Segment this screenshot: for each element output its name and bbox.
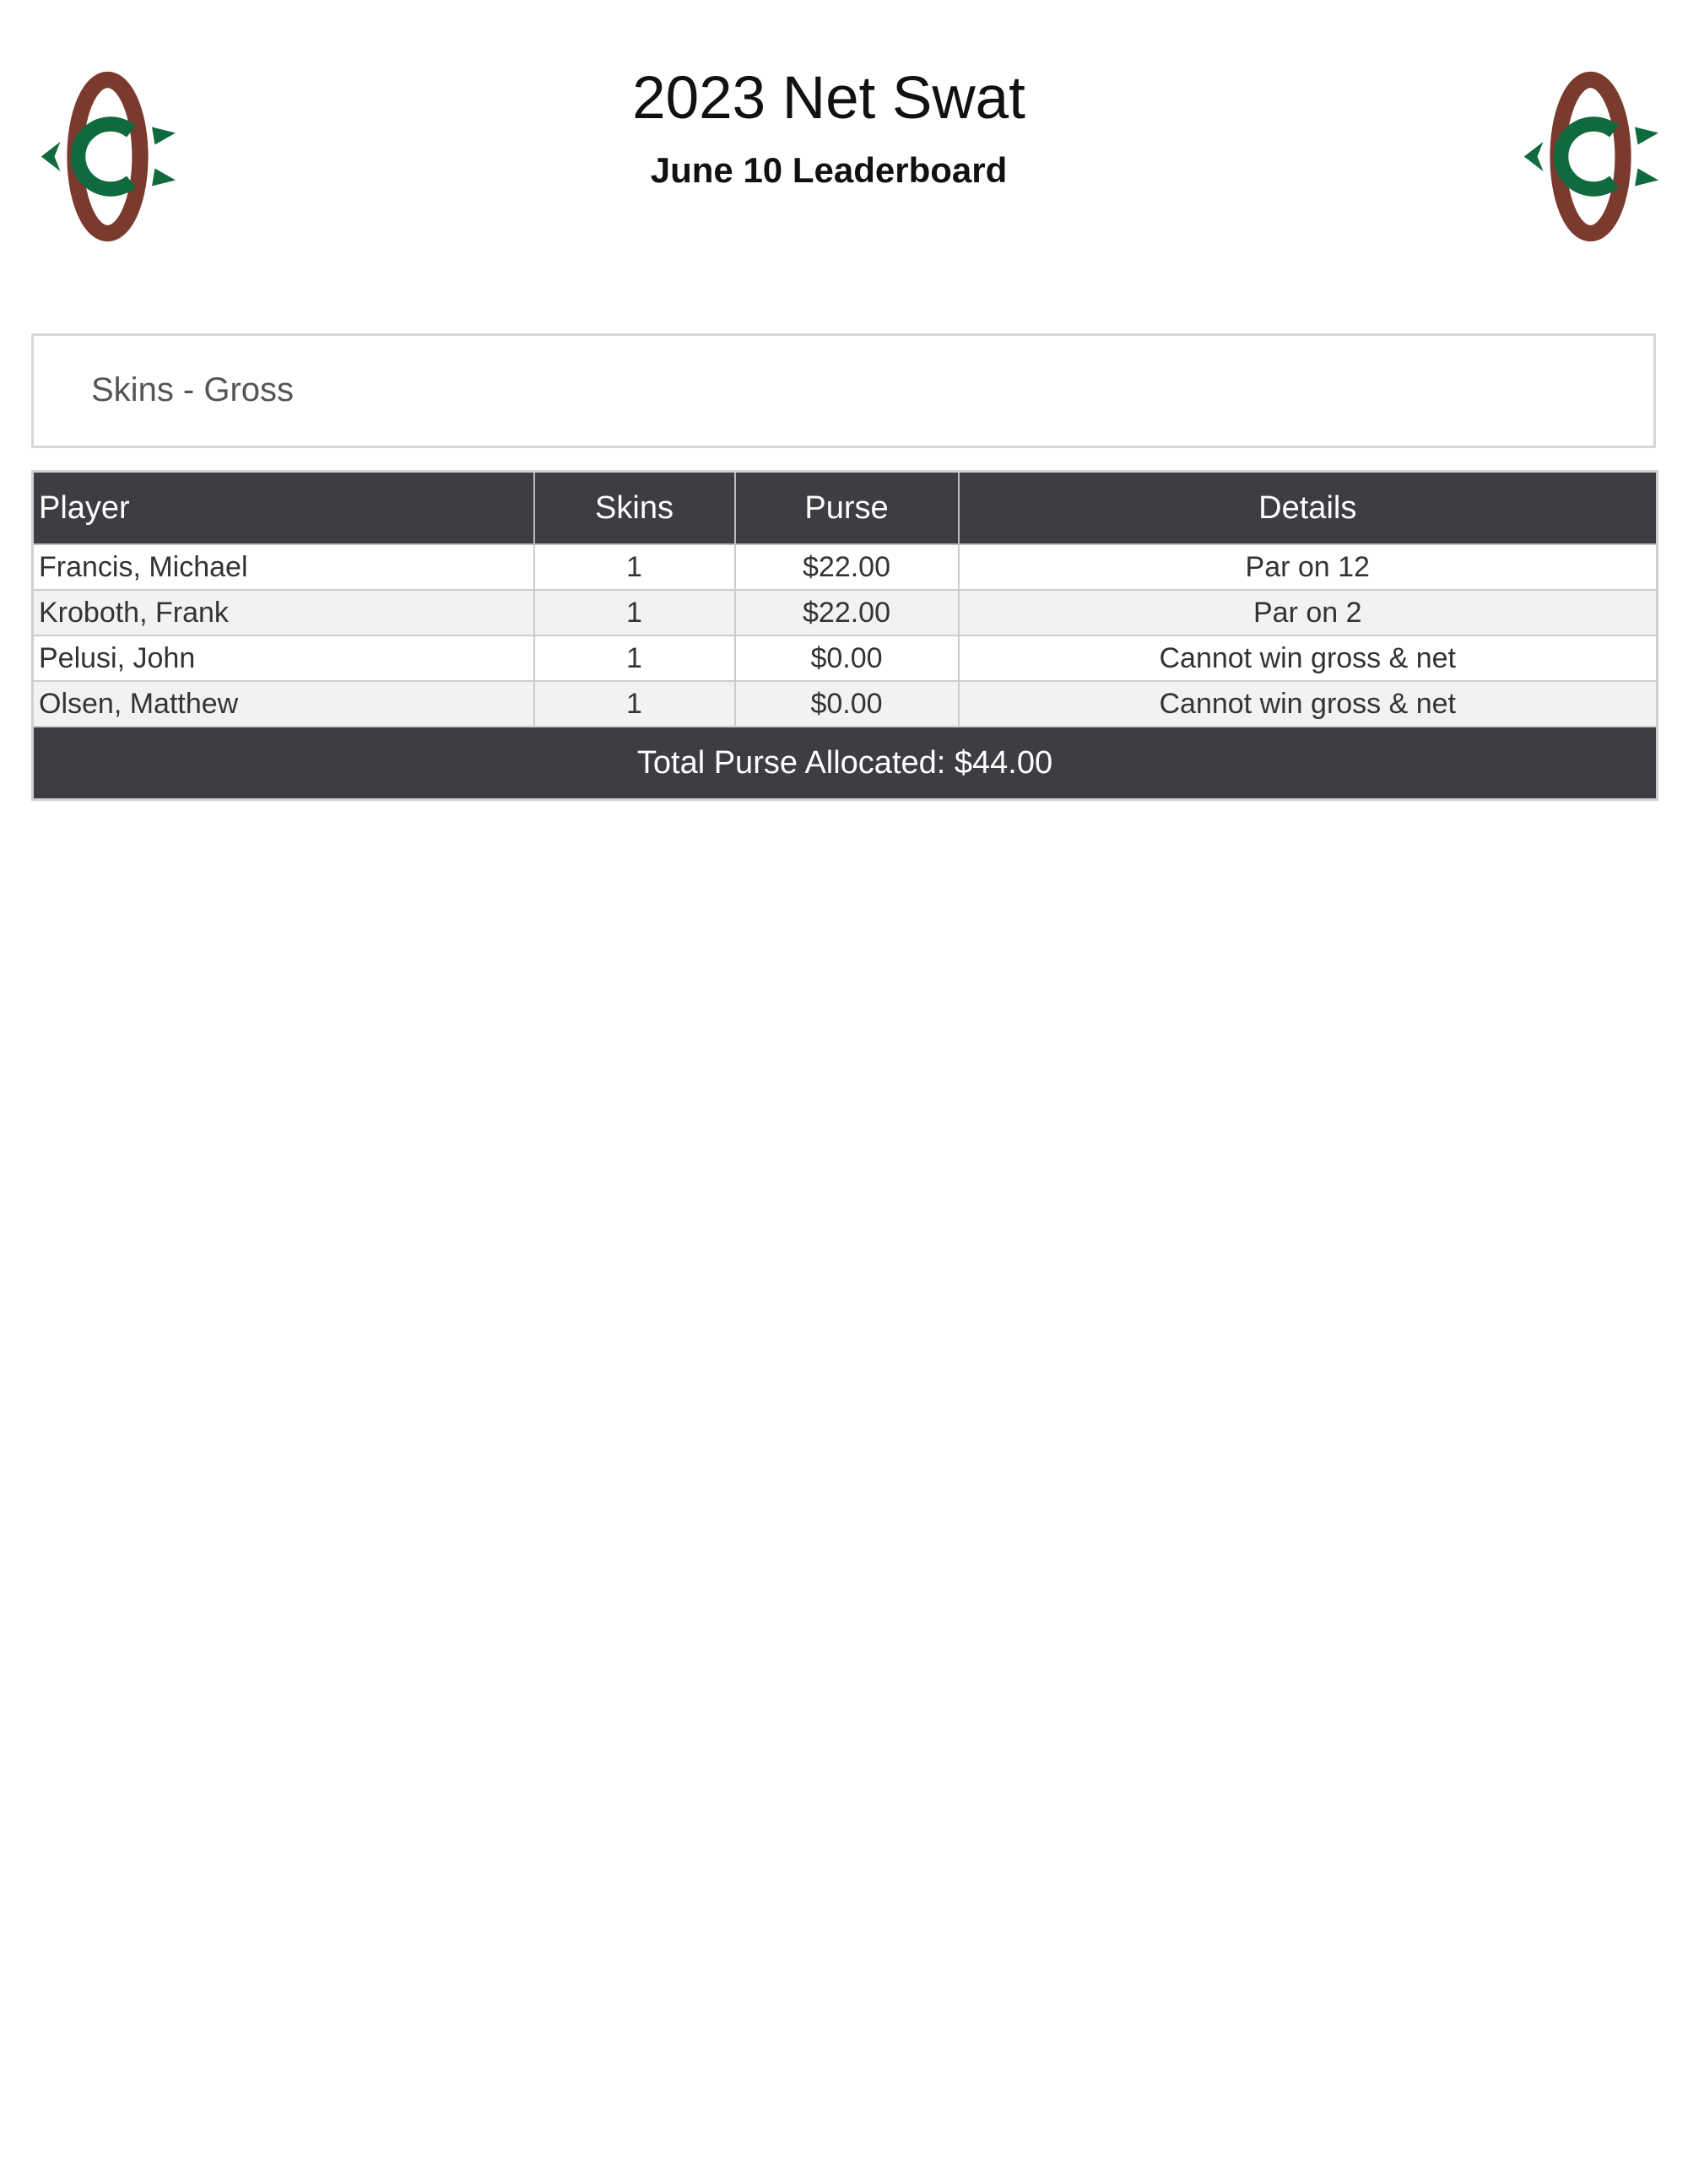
purse-amount: $0.00 (735, 635, 959, 681)
skins-count: 1 (534, 590, 735, 635)
table-row (33, 544, 1658, 590)
column-header-skins[interactable]: Skins (534, 472, 735, 545)
skin-details: Par on 2 (959, 590, 1658, 635)
total-purse-allocated: Total Purse Allocated: $44.00 (33, 727, 1658, 800)
column-header-player[interactable]: Player (33, 472, 534, 545)
purse-amount: $22.00 (735, 590, 959, 635)
section-title: Skins - Gross (91, 371, 295, 408)
page-subtitle: June 10 Leaderboard (650, 150, 1008, 190)
table-footer-row (33, 727, 1658, 800)
skins-count: 1 (534, 635, 735, 681)
section-header (31, 333, 1656, 448)
player-name[interactable]: Pelusi, John (33, 635, 534, 681)
skin-details: Cannot win gross & net (959, 635, 1658, 681)
table-row (33, 590, 1658, 635)
table-row (33, 635, 1658, 681)
skin-details: Cannot win gross & net (959, 681, 1658, 727)
player-name[interactable]: Francis, Michael (33, 544, 534, 590)
skins-table (31, 470, 1658, 801)
table-header-row (33, 472, 1658, 545)
purse-amount: $0.00 (735, 681, 959, 727)
skins-count: 1 (534, 681, 735, 727)
skins-count: 1 (534, 544, 735, 590)
column-header-details[interactable]: Details (959, 472, 1658, 545)
player-name[interactable]: Olsen, Matthew (33, 681, 534, 727)
table-row (33, 681, 1658, 727)
page-title: 2023 Net Swat (632, 65, 1025, 132)
skin-details: Par on 12 (959, 544, 1658, 590)
purse-amount: $22.00 (735, 544, 959, 590)
player-name[interactable]: Kroboth, Frank (33, 590, 534, 635)
column-header-purse[interactable]: Purse (735, 472, 959, 545)
